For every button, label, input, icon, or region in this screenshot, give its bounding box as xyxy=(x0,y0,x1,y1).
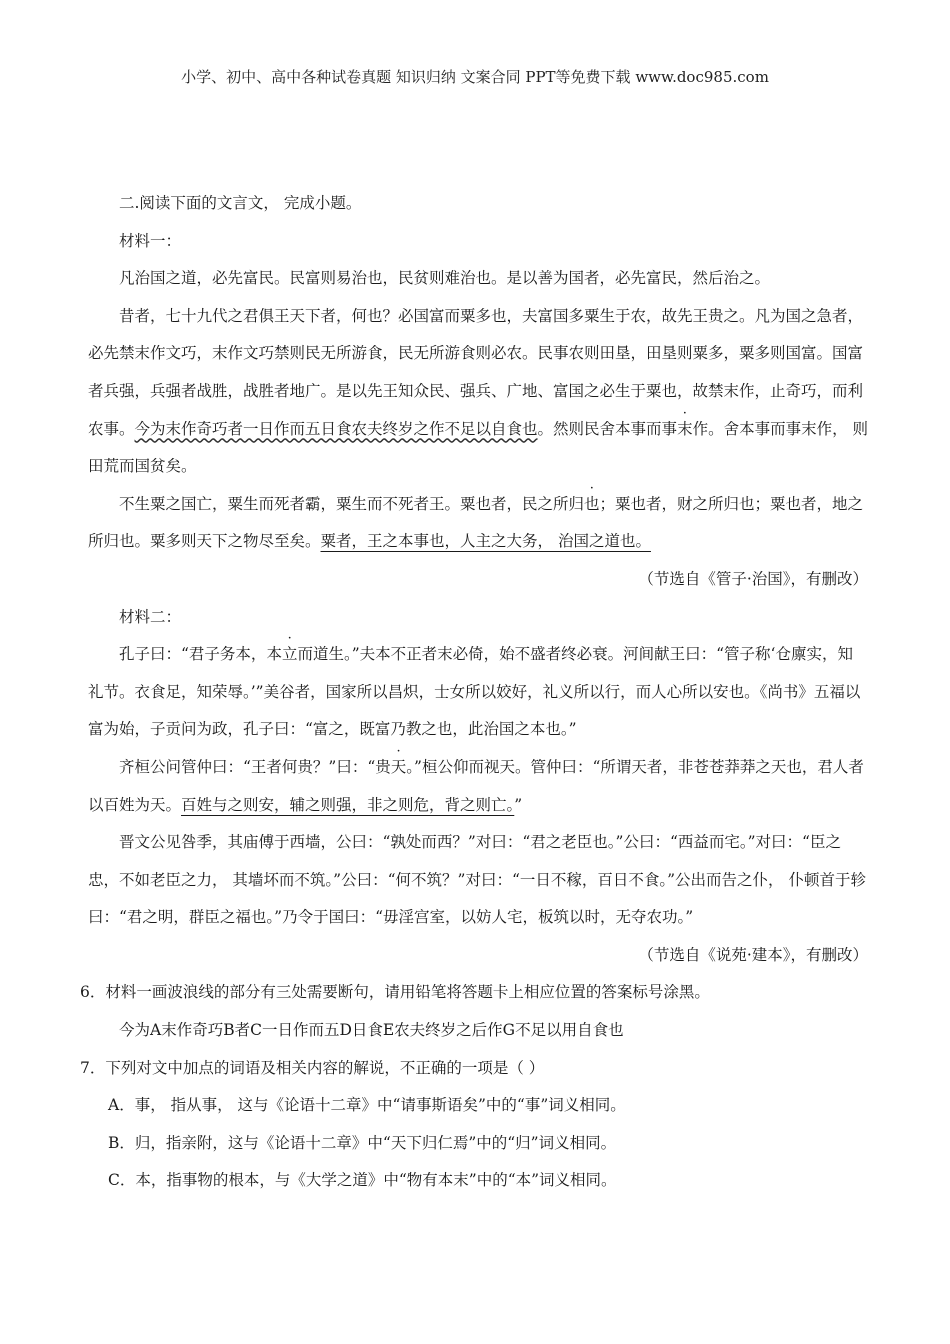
text-run: 末作。舍本事而事末作， 则田荒而国贫矣。 xyxy=(88,419,868,476)
underlined-sentence: 百姓与之则安，辅之则强，非之则危，背之则亡。 xyxy=(181,795,515,814)
question-6-stem: 6．材料一画波浪线的部分有三处需要断句，请用铅笔将答题卡上相应位置的答案标号涂黑。 xyxy=(80,983,710,1002)
document-body xyxy=(80,185,868,1200)
page-header: 小学、初中、高中各种试卷真题 知识归纳 文案合同 PPT等免费下载 www.doc985.com xyxy=(181,68,769,86)
question-7-option-b[interactable]: B．归，指亲附，这与《论语十二章》中“天下归仁焉”中的“归”词义相同。 xyxy=(108,1133,617,1152)
text-run: 齐桓公问管仲曰：“王者何贵？”曰：“ xyxy=(119,757,376,776)
text-run: 也；粟也者，财之所归也；粟也者，地之所归也。粟多则天下之物尽至矣。 xyxy=(88,494,864,551)
material1-label: 材料一： xyxy=(119,231,182,250)
text-run: 不生粟之国亡，粟生而死者霸，粟生而不死者王。粟也者，民之所 xyxy=(119,494,569,513)
question-7-stem: 7．下列对文中加点的词语及相关内容的解说，不正确的一项是（ ） xyxy=(80,1058,545,1077)
text-run: 孔子曰：“君子务本， xyxy=(119,645,267,664)
material1-source: （节选自《管子·治国》，有删改） xyxy=(638,569,868,588)
material1-paragraph-3 xyxy=(88,486,868,561)
material1-paragraph-2 xyxy=(88,298,868,486)
question-6-sentence: 今为A末作奇巧B者C一日作而五D日食E农夫终岁之后作G不足以用自食也 xyxy=(119,1021,624,1040)
text-run: 立而道生。”夫本不正者末必倚，始不盛者终必衰。河间献王曰：“管子称‘仓廪实，知礼节。衣食足，知荣辱。’”美谷者，国家所以昌炽，士女所以姣好，礼义所以行，而人心所以安也。《尚书》五福以富为始，子贡问为政，孔子曰：“富之，既富乃教之也，此治国之本也。” xyxy=(88,645,861,739)
material2-source: （节选自《说苑·建本》，有删改） xyxy=(638,945,868,964)
text-run: 昔者，七十九代之君俱王天下者，何也？必国富而粟多也，夫富国多粟生于农，故先王贵之。凡为国之急者，必先禁末作文巧，末作文巧禁则民无所游食，民无所游食则必农。民事农则田垦，田垦则粟多，粟多则国富。国富者兵强，兵强者战胜，战胜者地广。是以先王知众民、强兵、广地、富国之必生于粟也，故禁末作，止奇巧，而利农事。 xyxy=(88,306,864,438)
text-run: 天。”桓公仰而视天。管仲曰：“所谓天者，非苍苍莽莽之天也，君人者以百姓为天。 xyxy=(88,757,864,814)
material2-label: 材料二： xyxy=(119,607,182,626)
underlined-sentence: 粟者，王之本事也，人主之大务， 治国之道也。 xyxy=(320,532,651,551)
section-title: 二.阅读下面的文言文， 完成小题。 xyxy=(119,194,362,212)
material2-paragraph-1 xyxy=(88,636,868,749)
question-7-option-c[interactable]: C．本，指事物的根本，与《大学之道》中“物有本末”中的“本”词义相同。 xyxy=(108,1171,617,1190)
material2-paragraph-2 xyxy=(88,749,868,824)
question-7-option-a[interactable]: A．事， 指从事， 这与《论语十二章》中“请事斯语矣”中的“事”词义相同。 xyxy=(108,1096,626,1115)
wavy-underlined-sentence: 今为末作奇巧者一日作而五日食农夫终岁之作不足以自食也 xyxy=(134,419,538,438)
dotted-word-ben: 本 xyxy=(266,645,282,664)
material2-paragraph-3: 晋文公见咎季，其庙傅于西墙，公曰：“孰处而西？”对曰：“君之老臣也。”公曰：“西益而宅。”对曰：“臣之忠，不如老臣之力， 其墙坏而不筑。”公曰：“何不筑？”对曰：“一日不稼，百日不食。”公出而告之仆， 仆顿首于轸曰：“君之明，群臣之福也。”乃令于国曰：“毋淫宫室，以妨人宅，板筑以时，无夺农功。” xyxy=(88,833,866,927)
text-run: ” xyxy=(514,795,523,814)
dotted-word-shi: 事 xyxy=(661,419,678,438)
text-run: 。然则民舍本事而 xyxy=(537,419,662,438)
material1-paragraph-1: 凡治国之道，必先富民。民富则易治也，民贫则难治也。是以善为国者，必先富民，然后治之。 xyxy=(119,269,771,288)
dotted-word-gui-noble: 贵 xyxy=(375,757,391,776)
dotted-word-gui: 归 xyxy=(568,494,585,513)
